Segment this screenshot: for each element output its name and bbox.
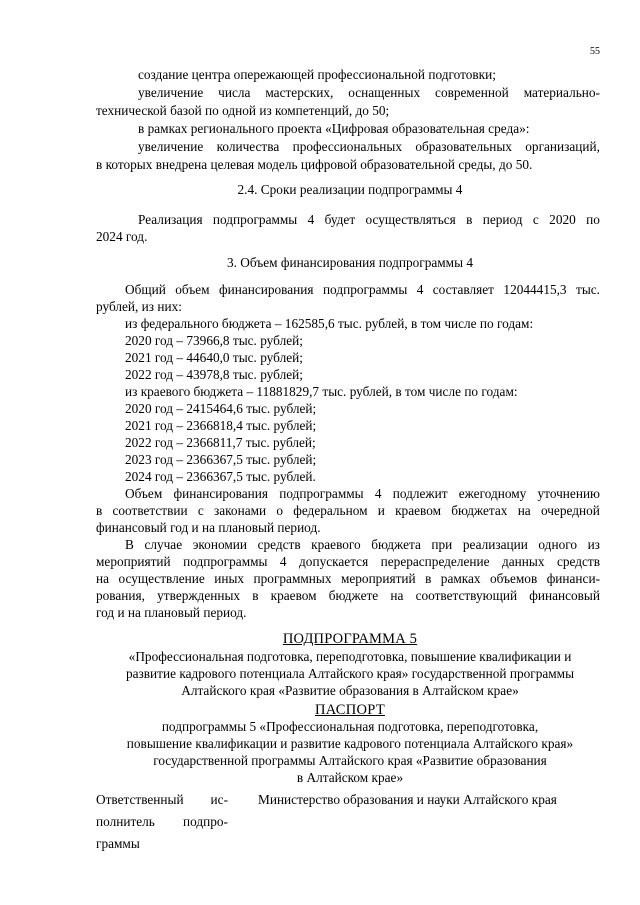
row-label-line-2: [96, 814, 228, 830]
section-2-4-line-2: 2024 год.: [96, 229, 148, 244]
word: в: [466, 212, 473, 227]
federal-budget-line: из федерального бюджета – 162585,6 тыс. рублей, в том числе по годам:: [125, 316, 534, 331]
word: увеличение: [138, 85, 204, 100]
word: в: [425, 571, 432, 586]
row-label-line-1: [96, 792, 228, 808]
word: 4: [307, 212, 315, 227]
subprogram5-line-3: Алтайского края «Развитие образования в Алтайском крае»: [181, 683, 519, 698]
p3-line-2: [96, 554, 600, 570]
intro-line-5: [138, 139, 600, 155]
word: данных: [501, 554, 545, 569]
word: экономии: [192, 537, 247, 552]
word: 4: [279, 554, 287, 569]
word: мероприятий: [96, 554, 171, 569]
intro-line-2: [138, 85, 600, 101]
word: будет: [324, 212, 356, 227]
regional-year-2024: 2024 год – 2366367,5 тыс. рублей.: [125, 469, 316, 484]
section-3-line-2: рублей, из них:: [96, 299, 182, 314]
word: с: [197, 503, 204, 518]
word: Общий: [125, 282, 166, 297]
word: подпрограммы: [183, 554, 268, 569]
word: о: [276, 503, 283, 518]
word: бюджета: [371, 537, 421, 552]
word: перераспределение: [380, 554, 490, 569]
p3-line-1: [125, 537, 600, 553]
subprogram5-title: ПОДПРОГРАММА 5: [282, 631, 418, 647]
word: объемов: [490, 571, 538, 586]
regional-year-2021: 2021 год – 2366818,4 тыс. рублей;: [125, 418, 317, 433]
intro-line-3: технической базой по одной из компетенций, до 50;: [96, 103, 390, 118]
p3-line-3: [96, 571, 600, 587]
word: средств: [257, 537, 301, 552]
word: соответствии: [112, 503, 188, 518]
word: финанси-: [546, 571, 600, 586]
word: мероприятий: [340, 571, 416, 586]
word: увеличение: [138, 139, 204, 154]
word: мастерских,: [265, 85, 334, 100]
word: подпрограммы: [212, 212, 298, 227]
word: осуществляться: [365, 212, 456, 227]
word: на: [96, 571, 110, 586]
word: краевом: [270, 588, 317, 603]
word: количества: [216, 139, 280, 154]
passport-line-4: в Алтайском крае»: [296, 770, 404, 785]
word: профессиональных: [292, 139, 402, 154]
word: организаций,: [525, 139, 600, 154]
section-2-4-heading: 2.4. Сроки реализации подпрограммы 4: [237, 182, 463, 197]
regional-year-2023: 2023 год – 2366367,5 тыс. рублей;: [125, 452, 317, 467]
word: иных: [214, 571, 245, 586]
p3-line-4: [96, 588, 600, 604]
word: подлежит: [392, 486, 448, 501]
word: на: [517, 503, 531, 518]
regional-budget-line: из краевого бюджета – 11881829,7 тыс. рублей, в том числе по годам:: [125, 384, 518, 399]
intro-line-4: в рамках регионального проекта «Цифровая образовательная среда»:: [138, 121, 530, 136]
page-number: 55: [590, 46, 600, 57]
passport-line-2: повышение квалификации и развитие кадрового потенциала Алтайского края»: [126, 736, 574, 751]
word: числа: [218, 85, 251, 100]
word: программных: [253, 571, 332, 586]
word: реализации: [462, 537, 528, 552]
word: рамках: [440, 571, 481, 586]
word: период: [482, 212, 523, 227]
word: бюджете: [328, 588, 379, 603]
p3-line-5: год и на плановый период.: [96, 605, 247, 620]
word: рования,: [96, 588, 145, 603]
federal-year-2020: 2020 год – 73966,8 тыс. рублей;: [125, 333, 303, 348]
p2-line-2: [96, 503, 600, 519]
word: финансирования: [218, 282, 314, 297]
word: ис-: [210, 792, 228, 807]
word: уточнению: [537, 486, 600, 501]
word: федеральном: [293, 503, 368, 518]
p2-line-1: [125, 486, 600, 502]
word: на: [390, 588, 404, 603]
word: одного: [538, 537, 577, 552]
word: Реализация: [138, 212, 203, 227]
word: материально-: [523, 85, 600, 100]
passport-line-1: подпрограммы 5 «Профессиональная подготовка, переподготовка,: [161, 719, 539, 734]
word: составляет: [432, 282, 494, 297]
word: осуществление: [118, 571, 205, 586]
word: образовательных: [415, 139, 512, 154]
intro-line-6: в которых внедрена целевая модель цифровой образовательной среды, до 50.: [96, 157, 533, 172]
word: краевом: [395, 503, 442, 518]
word: утвержденных: [157, 588, 241, 603]
word: при: [431, 537, 453, 552]
word: Ответственный: [96, 792, 184, 807]
word: 4: [374, 486, 382, 501]
word: современной: [435, 85, 509, 100]
federal-year-2021: 2021 год – 44640,0 тыс. рублей;: [125, 350, 303, 365]
section-3-heading: 3. Объем финансирования подпрограммы 4: [226, 255, 473, 270]
word: оснащенных: [348, 85, 421, 100]
intro-line-1: создание центра опережающей профессиональной подготовки;: [138, 67, 496, 82]
word: бюджетах: [451, 503, 508, 518]
word: 12044415,3: [503, 282, 567, 297]
word: допускается: [299, 554, 369, 569]
word: тыс.: [576, 282, 600, 297]
row-value: Министерство образования и науки Алтайского края: [258, 792, 557, 807]
word: очередной: [540, 503, 600, 518]
row-label-line-3: граммы: [96, 836, 140, 851]
word: по: [586, 212, 600, 227]
section-2-4-line-1: [138, 212, 600, 228]
word: законами: [213, 503, 267, 518]
word: 2020: [549, 212, 576, 227]
regional-year-2020: 2020 год – 2415464,6 тыс. рублей;: [125, 401, 317, 416]
word: из: [587, 537, 600, 552]
word: подпрограммы: [322, 282, 408, 297]
word: подпро-: [183, 814, 228, 829]
passport-title: ПАСПОРТ: [314, 702, 386, 718]
word: и: [377, 503, 385, 518]
word: 4: [416, 282, 424, 297]
passport-line-3: государственной программы Алтайского края «Развитие образования: [153, 753, 547, 768]
federal-year-2022: 2022 год – 43978,8 тыс. рублей;: [125, 367, 303, 382]
word: В: [125, 537, 134, 552]
word: с: [532, 212, 539, 227]
word: соответствующий: [415, 588, 518, 603]
subprogram5-line-1: «Профессиональная подготовка, переподготовка, повышение квалификации и: [128, 649, 572, 664]
regional-year-2022: 2022 год – 2366811,7 тыс. рублей;: [125, 435, 316, 450]
subprogram5-line-2: развитие кадрового потенциала Алтайского края» государственной программы: [125, 666, 575, 681]
word: объем: [175, 282, 210, 297]
word: ежегодному: [458, 486, 527, 501]
section-3-line-1: [125, 282, 600, 298]
word: в: [252, 588, 259, 603]
word: Объем: [125, 486, 163, 501]
word: полнитель: [96, 814, 155, 829]
word: средств: [556, 554, 600, 569]
word: финансовый: [529, 588, 600, 603]
word: в: [96, 503, 103, 518]
word: финансирования: [173, 486, 269, 501]
word: подпрограммы: [279, 486, 364, 501]
word: случае: [144, 537, 183, 552]
word: краевого: [311, 537, 361, 552]
p2-line-3: финансовый год и на плановый период.: [96, 520, 321, 535]
